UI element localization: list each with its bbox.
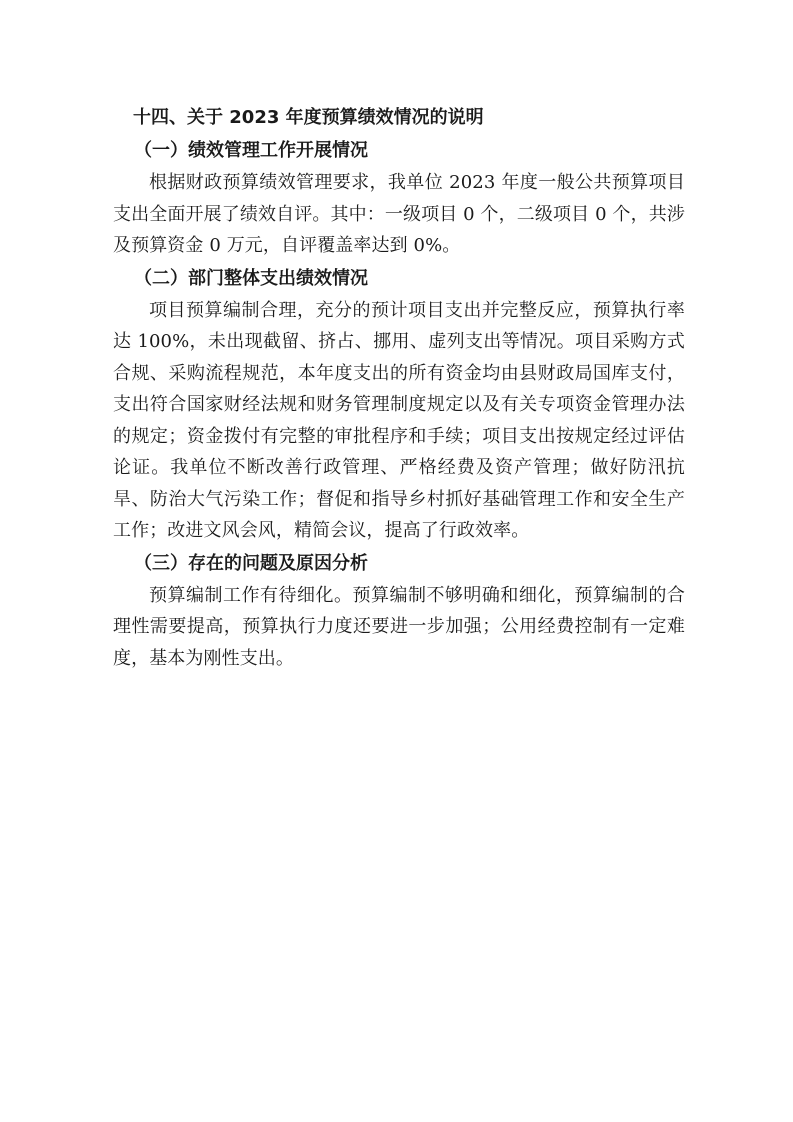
subsection-heading-2: （二）部门整体支出绩效情况 [134,267,368,289]
subsection-paragraph-1: 根据财政预算绩效管理要求，我单位 2023 年度一般公共预算项目支出全面开展了绩效自评。其中：一级项目 0 个，二级项目 0 个，共涉及预算资金 0 万元，自评覆盖率达到 0%。 [113,172,685,256]
subsection-heading-1: （一）绩效管理工作开展情况 [134,140,368,161]
section-title: 十四、关于 2023 年度预算绩效情况的说明 [133,107,484,128]
subsection-paragraph-3: 预算编制工作有待细化。预算编制不够明确和细化，预算编制的合理性需要提高，预算执行力度还要进一步加强；公用经费控制有一定难度，基本为刚性支出。 [113,584,685,669]
subsection-paragraph-2: 项目预算编制合理，充分的预计项目支出并完整反应，预算执行率达 100%，未出现截留、挤占、挪用、虚列支出等情况。项目采购方式合规、采购流程规范，本年度支出的所有资金均由县财政局国库支付，支出符合国家财经法规和财务管理制度规定以及有关专项资金管理办法的规定；资金拨付有完整的审批程序和手续；项目支出按规定经过评估论证。我单位不断改善行政管理、严格经费及资产管理；做好防汛抗旱、防治大气污染工作；督促和指导乡村抓好基础管理工作和安全生产工作；改进文风会风，精简会议，提高了行政效率。 [113,299,685,541]
subsection-heading-3: （三）存在的问题及原因分析 [134,552,368,574]
document-body [113,102,685,674]
